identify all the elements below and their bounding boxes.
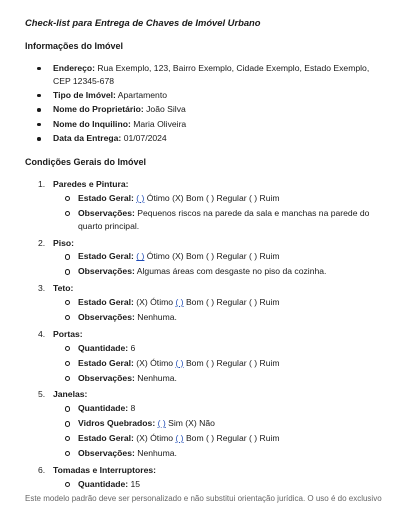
detail-item (25, 432, 386, 445)
condition-item (25, 178, 386, 233)
detail-label: Estado Geral: (78, 251, 134, 262)
condition-title: Tomadas e Interruptores: (53, 464, 156, 475)
detail-label: Estado Geral: (78, 357, 134, 368)
detail-item (25, 207, 386, 233)
condition-title: Piso: (53, 237, 75, 248)
info-value: Apartamento (117, 89, 168, 100)
detail-value: Pequenos riscos na parede da sala e manchas na parede do quarto principal. (78, 207, 370, 231)
detail-value: Bom ( ) Regular ( ) Ruim (183, 433, 280, 444)
info-value: Maria Oliveira (133, 118, 187, 129)
detail-value: Nenhuma. (137, 372, 177, 383)
info-label: Tipo de Imóvel: (53, 89, 116, 100)
info-label: Data da Entrega: (53, 133, 122, 144)
detail-label: Estado Geral: (78, 192, 134, 203)
condition-number: 2. (38, 237, 46, 248)
detail-value: Nenhuma. (137, 447, 177, 458)
info-label: Nome do Proprietário: (53, 104, 144, 115)
detail-item (25, 192, 386, 205)
conditions-list (25, 178, 386, 491)
detail-value: (X) Ótimo (136, 297, 176, 308)
detail-label: Quantidade: (78, 342, 129, 353)
detail-item (25, 478, 386, 491)
condition-details (25, 192, 386, 233)
detail-value: Algumas áreas com desgaste no piso da cozinha. (136, 266, 327, 277)
detail-value: Bom ( ) Regular ( ) Ruim (183, 357, 280, 368)
conditions-heading: Condições Gerais do Imóvel (25, 157, 147, 168)
detail-value: Sim (X) Não (165, 418, 215, 429)
detail-label: Vidros Quebrados: (78, 418, 156, 429)
condition-details (25, 342, 386, 385)
checkbox-link[interactable]: ( ) (175, 433, 184, 444)
detail-item (25, 357, 386, 370)
detail-item (25, 250, 386, 263)
condition-heading (25, 178, 386, 191)
detail-item (25, 402, 386, 415)
document-title: Check-list para Entrega de Chaves de Imóvel Urbano (25, 17, 261, 28)
detail-label: Observações: (78, 207, 135, 218)
info-item (25, 103, 386, 116)
detail-label: Observações: (78, 311, 135, 322)
condition-number: 6. (38, 464, 46, 475)
detail-value: Nenhuma. (137, 311, 177, 322)
detail-value: 15 (130, 478, 141, 489)
detail-label: Observações: (78, 266, 135, 277)
detail-item (25, 296, 386, 309)
detail-value: (X) Ótimo (136, 433, 176, 444)
detail-value: Ótimo (X) Bom ( ) Regular ( ) Ruim (144, 251, 280, 262)
condition-heading (25, 328, 386, 341)
detail-value: (X) Ótimo (136, 357, 176, 368)
condition-item (25, 464, 386, 491)
condition-details (25, 478, 386, 491)
condition-number: 1. (38, 178, 46, 189)
property-info-list (25, 62, 386, 145)
condition-item (25, 282, 386, 324)
condition-heading (25, 464, 386, 477)
checkbox-link[interactable]: ( ) (136, 251, 145, 262)
checkbox-link[interactable]: ( ) (136, 192, 145, 203)
info-label: Endereço: (53, 62, 96, 73)
detail-item (25, 311, 386, 324)
condition-details (25, 250, 386, 278)
condition-item (25, 237, 386, 279)
condition-title: Janelas: (53, 389, 88, 400)
condition-heading (25, 388, 386, 401)
detail-label: Quantidade: (78, 478, 129, 489)
property-info-heading: Informações do Imóvel (25, 41, 124, 52)
info-item (25, 62, 386, 88)
info-value: 01/07/2024 (123, 133, 167, 144)
checkbox-link[interactable]: ( ) (175, 297, 184, 308)
detail-item (25, 265, 386, 278)
detail-item (25, 372, 386, 385)
detail-value: Ótimo (X) Bom ( ) Regular ( ) Ruim (144, 192, 280, 203)
detail-label: Quantidade: (78, 403, 129, 414)
condition-heading (25, 282, 386, 295)
detail-label: Observações: (78, 372, 135, 383)
disclaimer-note: Este modelo padrão deve ser personalizado e não substitui orientação jurídica. O uso é do exclusivo (25, 494, 382, 503)
detail-value: 6 (130, 342, 136, 353)
condition-details (25, 296, 386, 324)
condition-title: Paredes e Pintura: (53, 178, 129, 189)
condition-details (25, 402, 386, 460)
detail-item (25, 342, 386, 355)
condition-title: Teto: (53, 283, 74, 294)
info-value: João Silva (146, 104, 186, 115)
detail-item (25, 417, 386, 430)
detail-value: 8 (130, 403, 136, 414)
condition-item (25, 388, 386, 459)
detail-item (25, 447, 386, 460)
condition-heading (25, 237, 386, 250)
condition-item (25, 328, 386, 385)
info-value: Rua Exemplo, 123, Bairro Exemplo, Cidade Exemplo, Estado Exemplo, CEP 12345-678 (53, 62, 370, 86)
condition-title: Portas: (53, 328, 83, 339)
info-item (25, 132, 386, 145)
condition-number: 3. (38, 283, 46, 294)
condition-number: 5. (38, 389, 46, 400)
info-item (25, 89, 386, 102)
checkbox-link[interactable]: ( ) (175, 357, 184, 368)
condition-number: 4. (38, 328, 46, 339)
checkbox-link[interactable]: ( ) (157, 418, 166, 429)
info-item (25, 118, 386, 131)
info-label: Nome do Inquilino: (53, 118, 131, 129)
detail-label: Estado Geral: (78, 297, 134, 308)
detail-label: Estado Geral: (78, 433, 134, 444)
detail-label: Observações: (78, 447, 135, 458)
detail-value: Bom ( ) Regular ( ) Ruim (183, 297, 280, 308)
